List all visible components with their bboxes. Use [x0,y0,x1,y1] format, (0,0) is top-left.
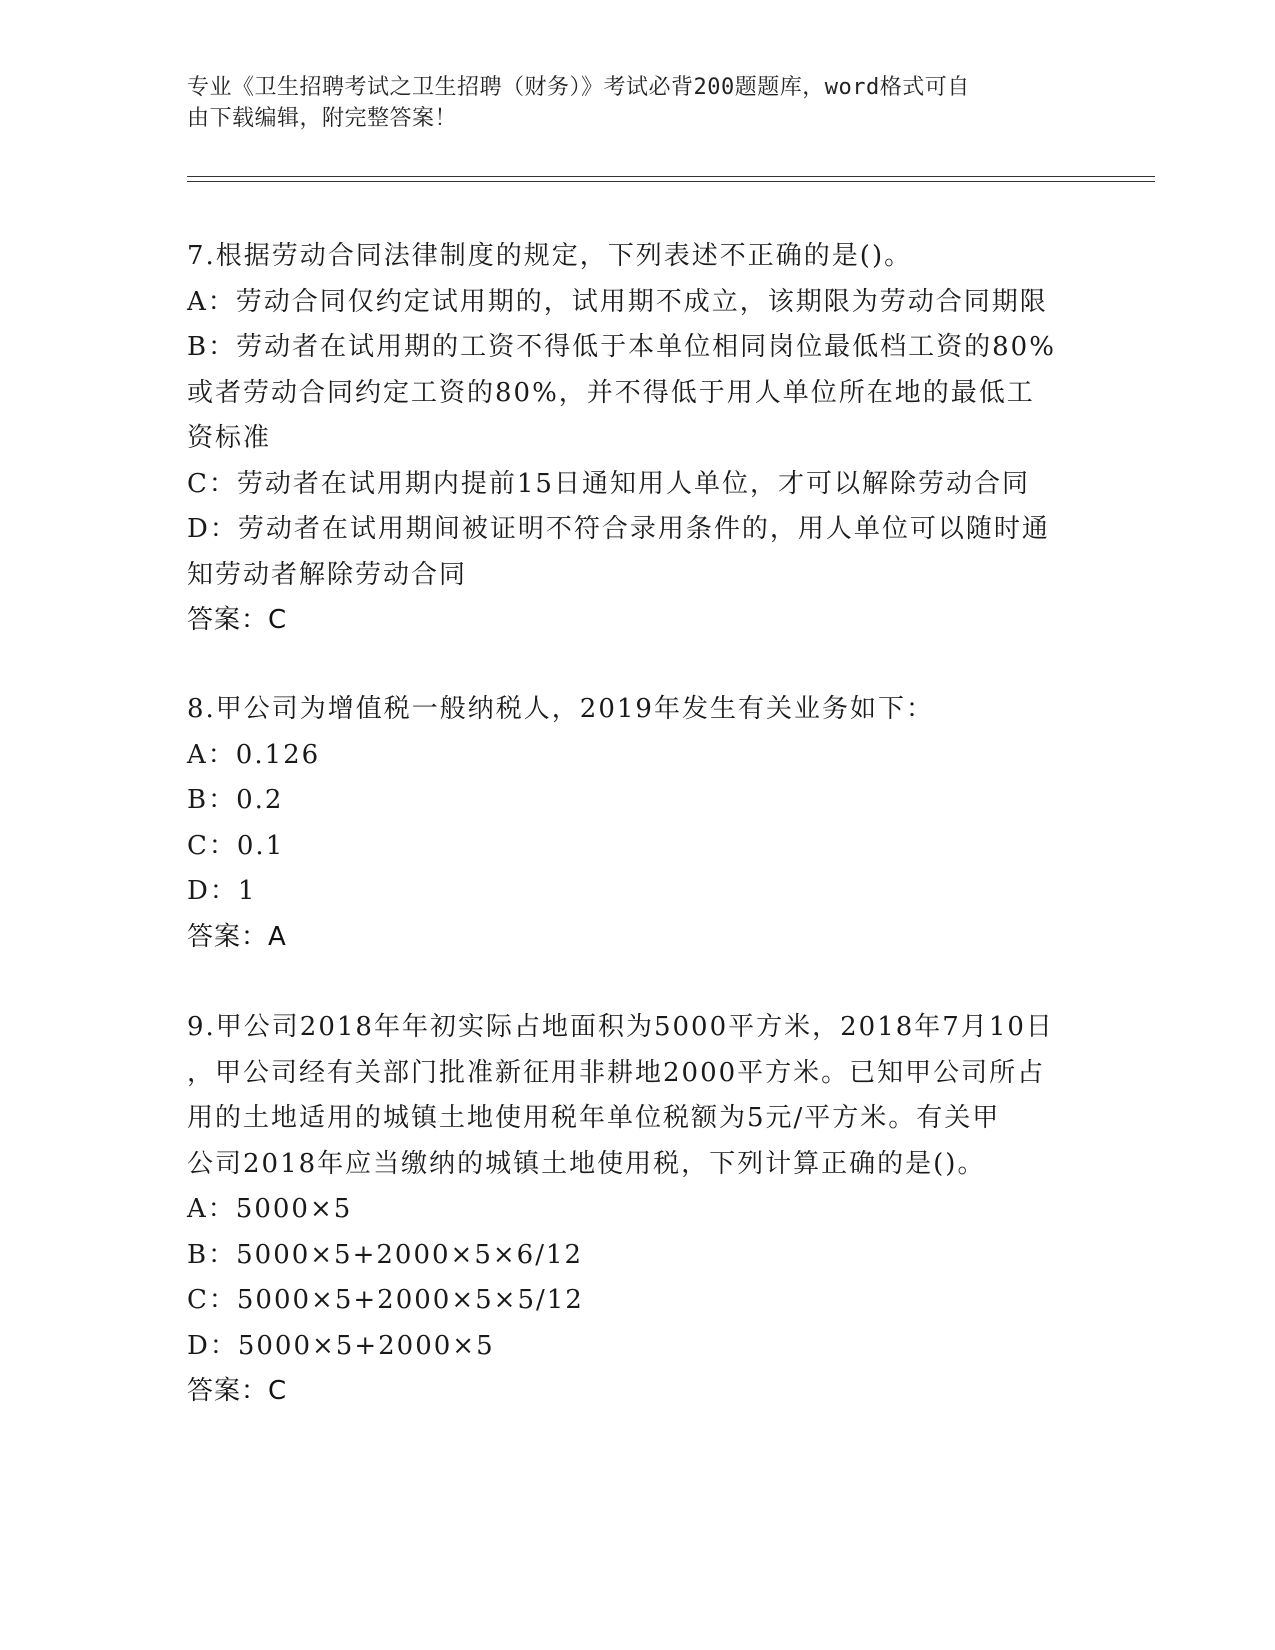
question-stem: 9.甲公司2018年年初实际占地面积为5000平方米，2018年7月10日 [187,1012,1054,1042]
option-d-continued: 知劳动者解除劳动合同 [187,559,468,590]
option-c: C：劳动者在试用期内提前15日通知用人单位，才可以解除劳动合同 [187,468,1030,499]
option-d: D：劳动者在试用期间被证明不符合录用条件的，用人单位可以随时通 [187,514,1050,544]
answer: 答案：C [187,605,288,635]
header-divider [187,181,1155,182]
question-stem: 7.根据劳动合同法律制度的规定，下列表述不正确的是()。 [187,241,913,271]
option-c: C：5000×5+2000×5×5/12 [187,1285,584,1315]
option-c: C：0.1 [187,830,285,861]
question-stem: 8.甲公司为增值税一般纳税人，2019年发生有关业务如下： [187,694,934,724]
option-a: A：0.126 [187,739,321,770]
question-stem-continued: ，甲公司经有关部门批准新征用非耕地2000平方米。已知甲公司所占 [187,1057,1046,1088]
option-b-continued: 或者劳动合同约定工资的80%，并不得低于用人单位所在地的最低工 [187,377,1035,408]
answer: 答案：A [187,921,287,952]
option-b-continued: 资标准 [187,423,272,453]
header-line: 由下载编辑，附完整答案！ [187,106,458,131]
option-b: B：0.2 [187,785,284,815]
answer: 答案：C [187,1376,288,1406]
option-b: B：5000×5+2000×5×6/12 [187,1239,584,1270]
header-line: 专业《卫生招聘考试之卫生招聘（财务）》考试必背200题题库，word格式可自 [187,75,970,100]
question-9 [187,1005,1077,1415]
question-7 [187,234,1077,644]
option-a: A：劳动合同仅约定试用期的，试用期不成立，该期限为劳动合同期限 [187,286,1048,317]
option-d: D：5000×5+2000×5 [187,1330,495,1361]
option-a: A：5000×5 [187,1194,353,1224]
option-d: D：1 [187,876,257,906]
question-stem-continued: 公司2018年应当缴纳的城镇土地使用税，下列计算正确的是()。 [187,1148,986,1179]
header-divider [187,176,1155,177]
document-header [187,72,1067,134]
question-8 [187,687,1077,960]
question-stem-continued: 用的土地适用的城镇土地使用税年单位税额为5元/平方米。有关甲 [187,1103,1001,1133]
option-b: B：劳动者在试用期的工资不得低于本单位相同岗位最低档工资的80% [187,332,1056,362]
